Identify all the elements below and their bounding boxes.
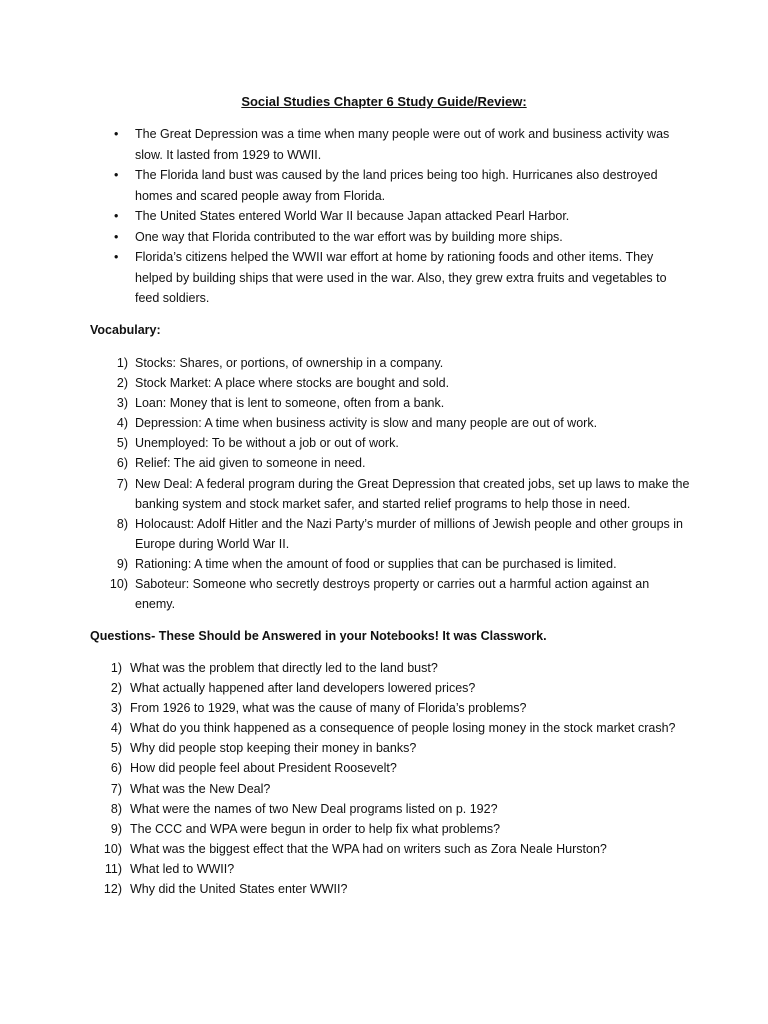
bullet-item: • One way that Florida contributed to the war effort was by building more ships. — [90, 227, 690, 248]
question-item: 7) What was the New Deal? — [110, 781, 271, 796]
vocabulary-item: 2) Stock Market: A place where stocks are bought and sold. — [116, 376, 450, 391]
vocabulary-item: 5) Unemployed: To be without a job or out of work. — [116, 436, 399, 451]
vocabulary-item: 7) New Deal: A federal program during the Great Depression that created jobs, set up laws to make the banking system and stock market safer, and started relief programs to help those in need. — [116, 476, 690, 511]
question-item: 9) The CCC and WPA were begun in order to help fix what problems? — [110, 821, 501, 836]
vocabulary-item: 3) Loan: Money that is lent to someone, often from a bank. — [116, 396, 445, 411]
page-title: Social Studies Chapter 6 Study Guide/Review: — [241, 94, 527, 109]
question-item: 10) What was the biggest effect that the WPA had on writers such as Zora Neale Hurston? — [103, 841, 607, 856]
vocabulary-item: 6) Relief: The aid given to someone in need. — [116, 456, 366, 471]
question-item: 12) Why did the United States enter WWII? — [103, 882, 348, 897]
bullet-item: • The United States entered World War II because Japan attacked Pearl Harbor. — [90, 206, 690, 227]
question-item: 3) From 1926 to 1929, what was the cause of many of Florida’s problems? — [110, 701, 527, 716]
bullet-item: • Florida’s citizens helped the WWII war effort at home by rationing foods and other items. They helped by building ships that were used in the war. Also, they grew extra fruits and vegetables to feed soldiers. — [90, 247, 690, 309]
vocabulary-item: 1) Stocks: Shares, or portions, of ownership in a company. — [116, 356, 444, 370]
vocabulary-item: 4) Depression: A time when business activity is slow and many people are out of work. — [116, 416, 598, 431]
bullet-icon: • — [114, 229, 119, 244]
question-item: 6) How did people feel about President Roosevelt? — [110, 761, 397, 776]
bullet-icon: • — [114, 168, 119, 182]
question-item: 4) What do you think happened as a consequence of people losing money in the stock market crash? — [110, 721, 676, 736]
vocabulary-item: 8) Holocaust: Adolf Hitler and the Nazi Party’s murder of millions of Jewish people and other groups in Europe during World War II. — [116, 516, 683, 551]
vocabulary-list — [90, 353, 690, 614]
vocabulary-item: 10) Saboteur: Someone who secretly destroys property or carries out a harmful action against an enemy. — [109, 577, 650, 612]
bullet-icon: • — [114, 209, 119, 223]
vocabulary-item: 9) Rationing: A time when the amount of food or supplies that can be purchased is limited. — [116, 556, 617, 571]
question-item: 11) What led to WWII? — [104, 861, 235, 876]
question-item: 2) What actually happened after land developers lowered prices? — [110, 681, 476, 696]
vocabulary-heading: Vocabulary: — [90, 323, 161, 337]
bullet-item: • The Florida land bust was caused by the land prices being too high. Hurricanes also destroyed homes and scared people away from Florida. — [90, 165, 690, 206]
question-item: 5) Why did people stop keeping their money in banks? — [110, 741, 417, 756]
bullet-item: • The Great Depression was a time when many people were out of work and business activity was slow. It lasted from 1929 to WWII. — [90, 124, 690, 165]
summary-bullet-list — [90, 124, 690, 309]
bullet-icon: • — [114, 127, 119, 141]
questions-heading: Questions- These Should be Answered in your Notebooks! It was Classwork. — [90, 629, 547, 643]
bullet-icon: • — [114, 250, 119, 264]
question-item: 8) What were the names of two New Deal programs listed on p. 192? — [110, 801, 498, 816]
questions-list — [90, 658, 690, 899]
question-item: 1) What was the problem that directly led to the land bust? — [110, 661, 438, 675]
